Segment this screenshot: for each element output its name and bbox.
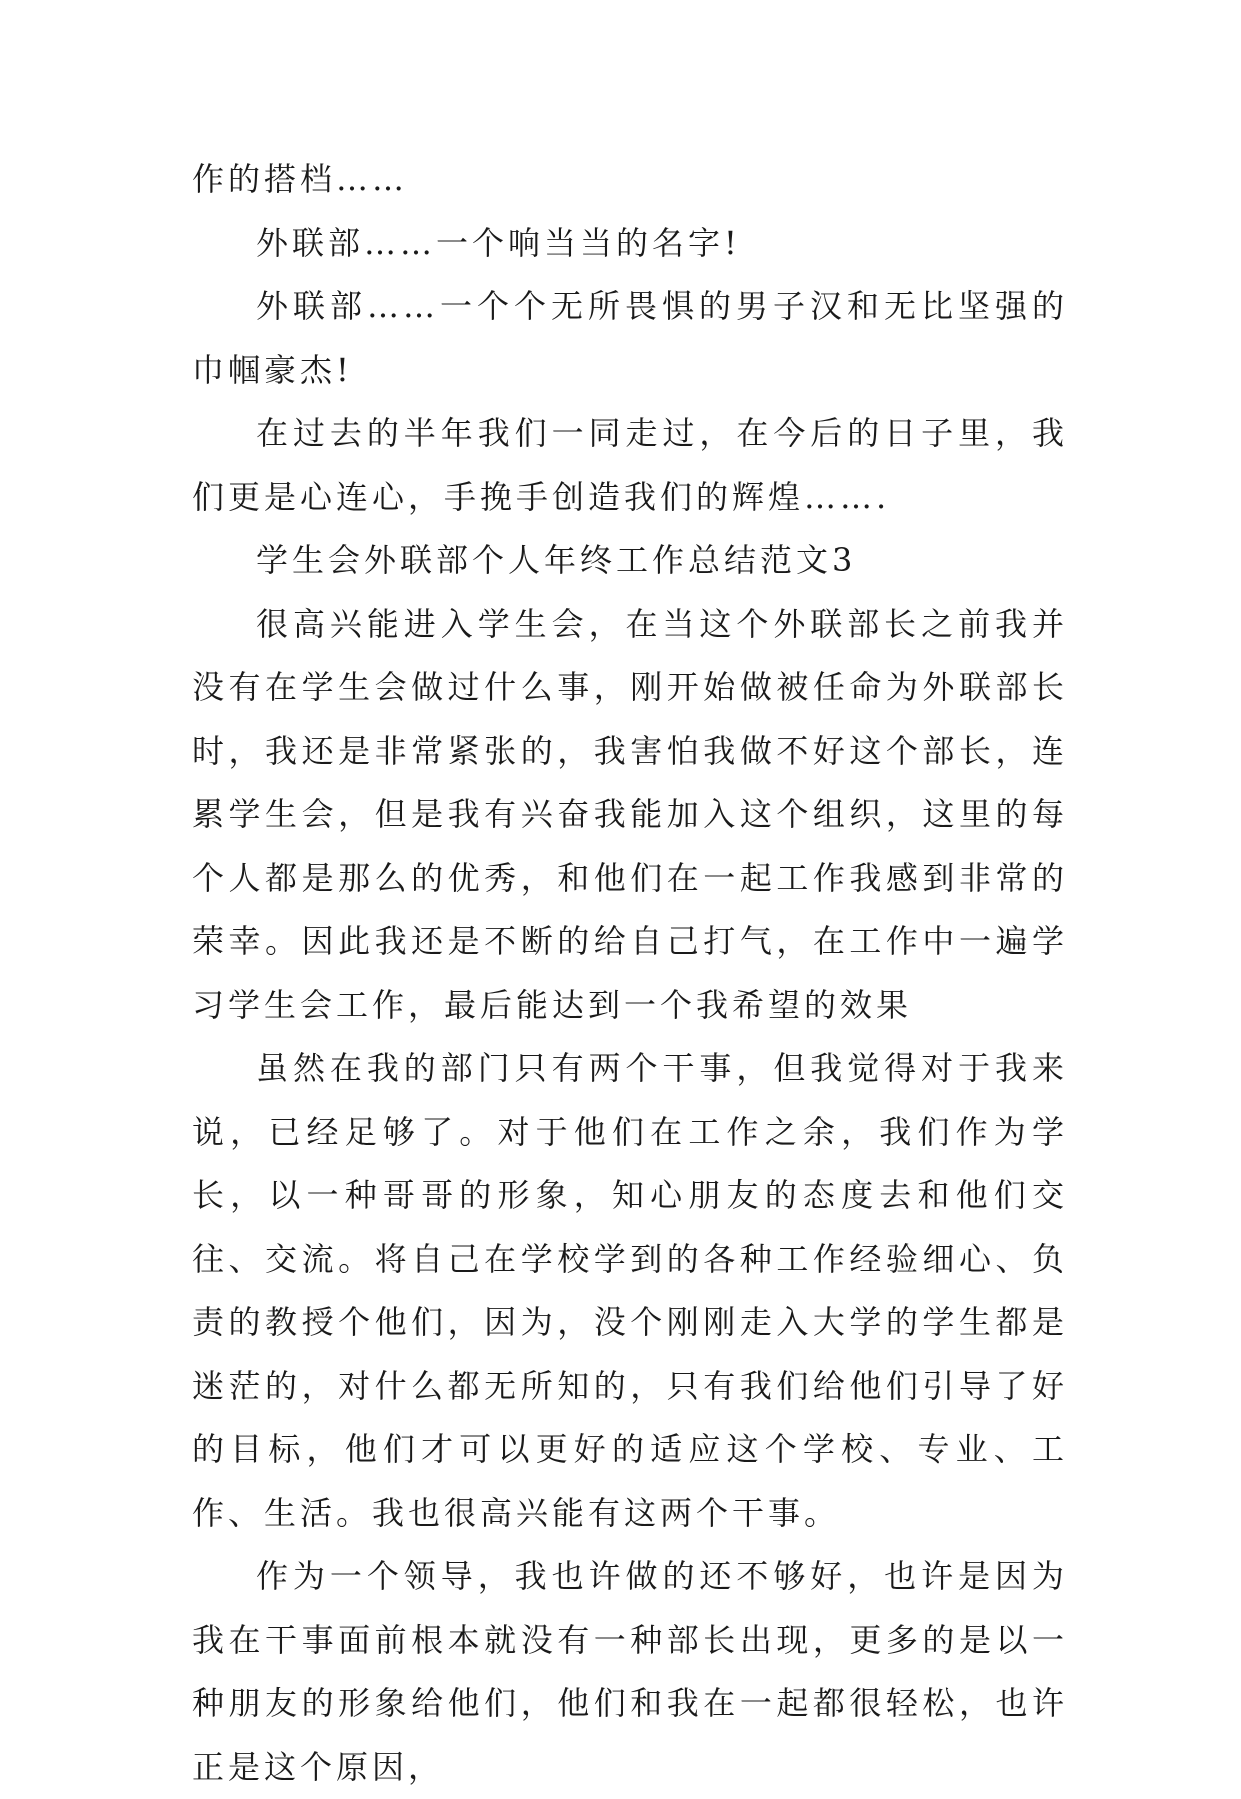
paragraph-2: 外联部……一个响当当的名字! [256,223,741,262]
paragraph-1: 作的搭档…… [192,160,409,198]
paragraph-3: 外联部……一个个无所畏惧的男子汉和无比坚强的巾帼豪杰! [192,287,1068,389]
section-heading: 学生会外联部个人年终工作总结范文3 [256,541,857,579]
paragraph-6: 很高兴能进入学生会，在当这个外联部长之前我并没有在学生会做过什么事，刚开始做被任命为外联部长时，我还是非常紧张的，我害怕我做不好这个部长，连累学生会，但是我有兴奋我能加入这个组织，这里的每个人都是那么的优秀，和他们在一起工作我感到非常的荣幸。因此我还是不断的给自己打气，在工作中一遍学习学生会工作，最后能达到一个我希望的效果 [192,604,1068,1024]
paragraph-8: 作为一个领导，我也许做的还不够好，也许是因为我在干事面前根本就没有一种部长出现，更多的是以一种朋友的形象给他们，他们和我在一起都很轻松，也许正是这个原因， [192,1557,1068,1786]
paragraph-4: 在过去的半年我们一同走过，在今后的日子里，我们更是心连心，手挽手创造我们的辉煌……. [192,414,1068,516]
paragraph-7: 虽然在我的部门只有两个干事，但我觉得对于我来说，已经足够了。对于他们在工作之余，我们作为学长，以一种哥哥的形象，知心朋友的态度去和他们交往、交流。将自己在学校学到的各种工作经验细心、负责的教授个他们，因为，没个刚刚走入大学的学生都是迷茫的，对什么都无所知的，只有我们给他们引导了好的目标，他们才可以更好的适应这个学校、专业、工作、生活。我也很高兴能有这两个干事。 [192,1049,1068,1532]
document-body [192,148,1068,1799]
